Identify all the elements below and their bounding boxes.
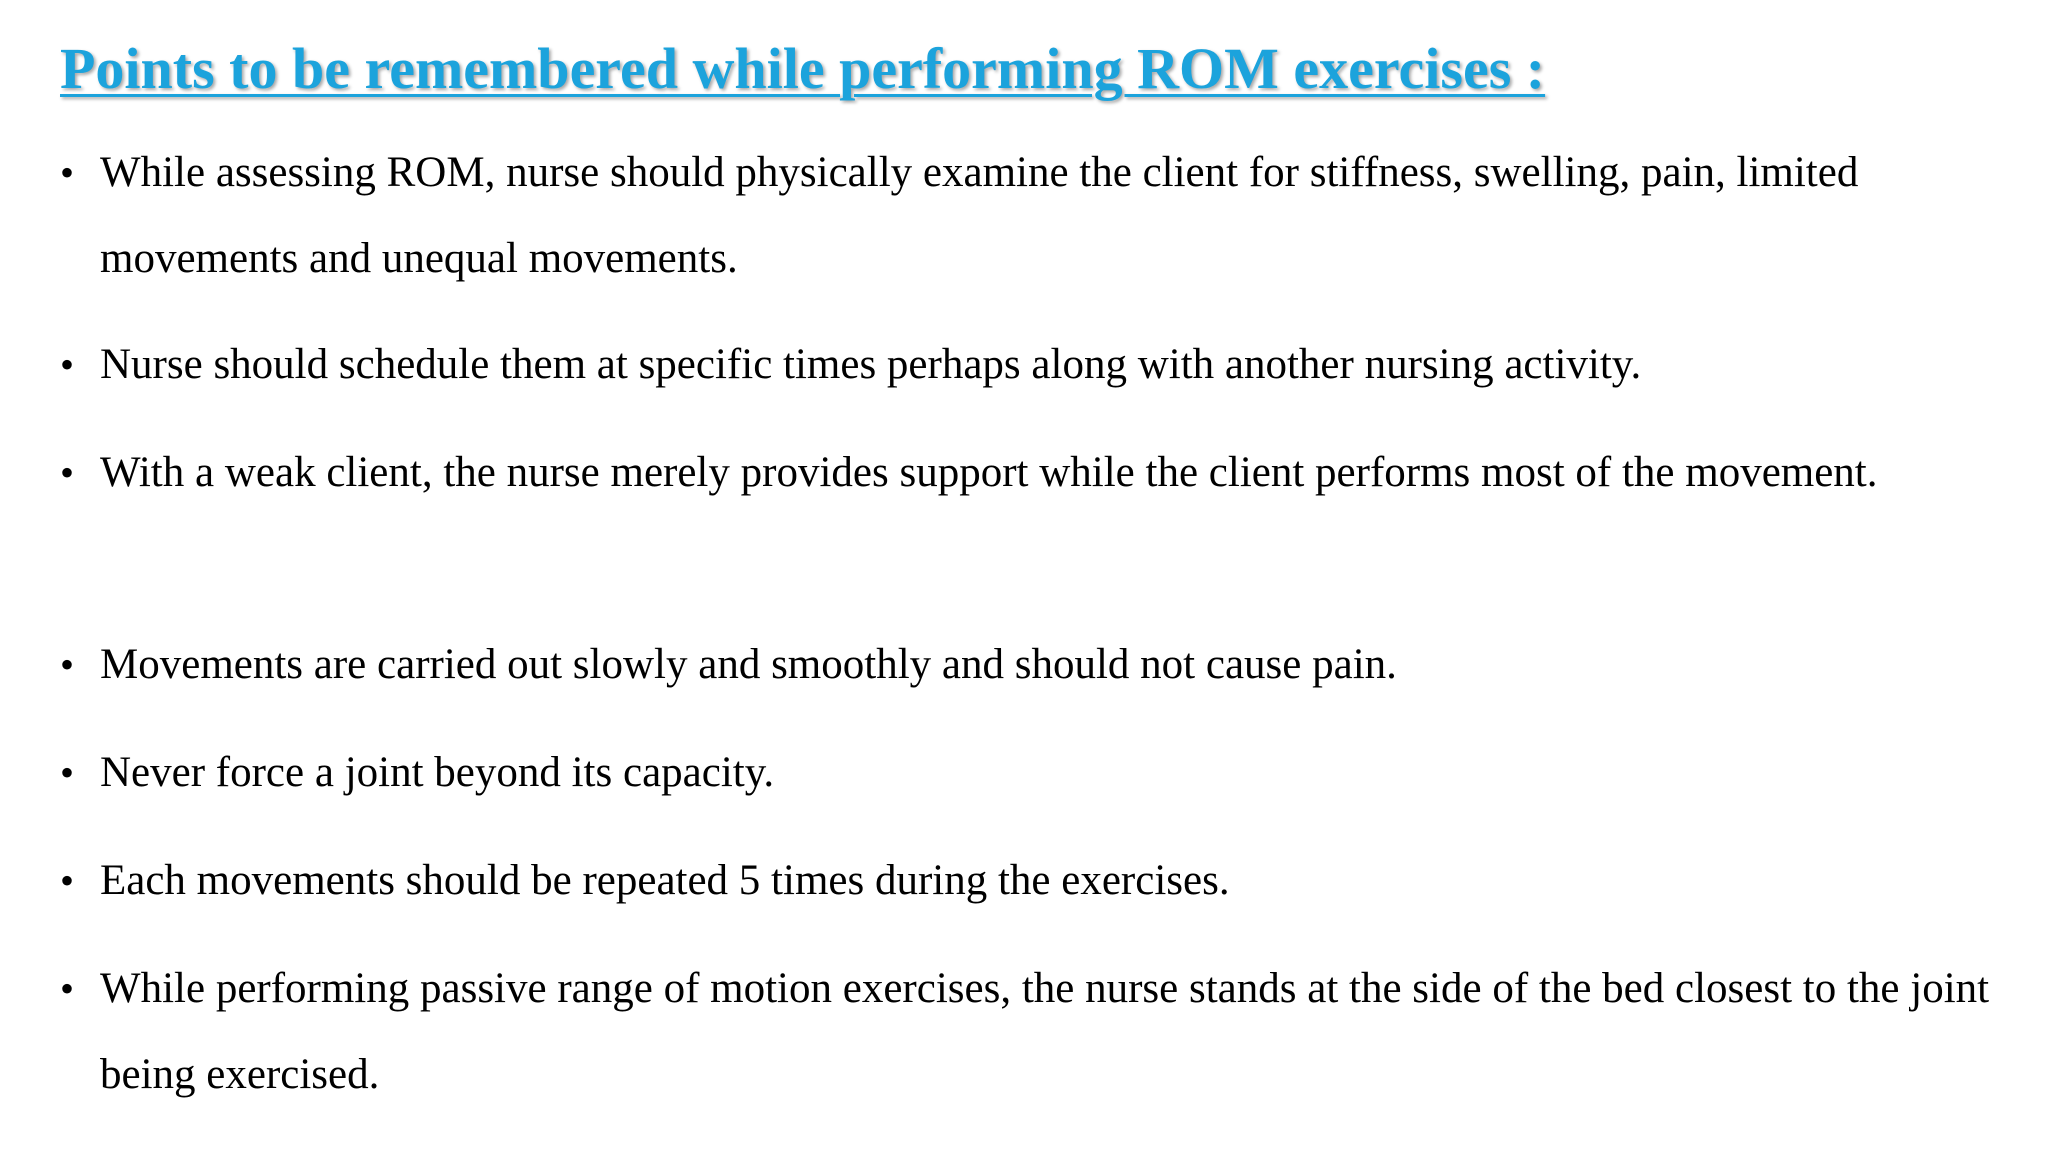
slide-title: Points to be remembered while performing ROM exercises :: [60, 36, 1546, 101]
bullet-item: [60, 430, 1990, 516]
bullet-dot-icon: •: [60, 342, 75, 387]
bullet-dot-icon: •: [60, 642, 75, 687]
bullet-item: [60, 130, 1990, 302]
bullet-item: [60, 838, 1990, 924]
bullet-dot-icon: •: [60, 858, 75, 903]
bullet-dot-icon: •: [60, 150, 75, 195]
bullet-dot-icon: •: [60, 750, 75, 795]
bullet-dot-icon: •: [60, 966, 75, 1011]
bullet-item: [60, 622, 1990, 708]
bullet-text: While assessing ROM, nurse should physically examine the client for stiffness, swelling, pain, limited movements and unequal movements.: [100, 149, 1859, 282]
bullet-text: Nurse should schedule them at specific times perhaps along with another nursing activity.: [100, 341, 1642, 388]
bullet-text: Never force a joint beyond its capacity.: [100, 749, 775, 796]
bullet-text: With a weak client, the nurse merely provides support while the client performs most of the movement.: [100, 449, 1878, 496]
bullet-dot-icon: •: [60, 450, 75, 495]
bullet-text: Each movements should be repeated 5 times during the exercises.: [100, 857, 1230, 904]
bullet-item: [60, 946, 1990, 1118]
bullet-item: [60, 322, 1990, 408]
bullet-text: Movements are carried out slowly and smoothly and should not cause pain.: [100, 641, 1397, 688]
bullet-item: [60, 730, 1990, 816]
bullet-text: While performing passive range of motion exercises, the nurse stands at the side of the bed closest to the joint being exercised.: [100, 965, 1990, 1098]
